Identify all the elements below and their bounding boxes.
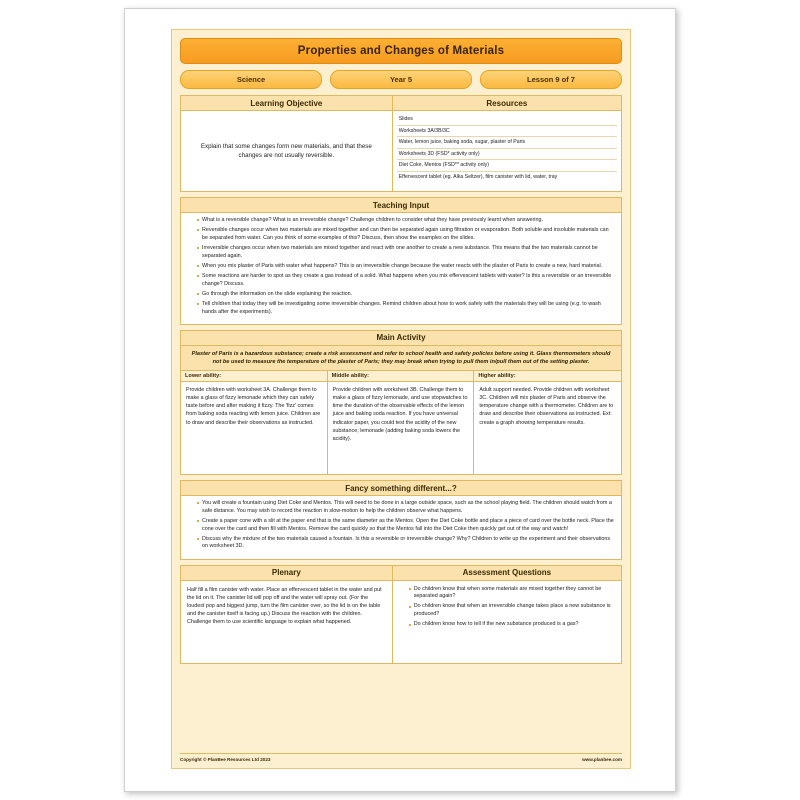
resources-column (393, 96, 621, 191)
teaching-input-item: Irreversible changes occur when two materials are mixed together and react with one another to create a new substance. This means that the two materials cannot be separated again. (197, 245, 615, 260)
plenary-assessment-row (180, 565, 622, 664)
resource-item: Effervescent tablet (eg. Alka Seltzer), film canister with lid, water, tray (398, 173, 558, 180)
document-page (124, 8, 676, 792)
assessment-column (393, 566, 621, 663)
learning-objective-heading: Learning Objective (181, 96, 392, 111)
learning-objective-body (181, 111, 392, 191)
copyright-text: Copyright © PlanBee Resources Ltd 2023 (180, 757, 271, 762)
plenary-column (181, 566, 393, 663)
ability-lower (181, 371, 328, 474)
resource-item: Slides (397, 114, 617, 126)
teaching-input-item: Reversible changes occur when two materials are mixed together and can then be separated again using filtration or evaporation. Both soluble and insoluble materials can be separated from water. Can you think of some examples of this? Discuss, then show the examples on the slides. (197, 227, 615, 242)
meta-pill-row (180, 70, 622, 89)
resource-item: Worksheets 3D (FSD* activity only) (397, 149, 617, 161)
ability-text: Adult support needed. Provide children with worksheet 3C. Children will mix plaster of Paris and observe the temperature change with a thermometer. Children are to draw and describe their observations as instructed. Ext: create a graph showing temperature results. (479, 387, 614, 426)
teaching-input-item: Tell children that today they will be investigating some irreversible changes. Remind children about how to work safely with the materials they will be using (e.g. to wash hands after the experiments). (197, 301, 615, 316)
fancy-something-different-body (180, 496, 622, 560)
assessment-body (393, 581, 621, 663)
teaching-input-item: What is a reversible change? What is an irreversible change? Challenge children to consider what they have previously learnt when answering. (197, 217, 615, 225)
ability-label: Middle ability: (328, 371, 474, 382)
resource-item: Diet Coke, Mentos (FSD** activity only) (397, 160, 617, 172)
teaching-input-body (180, 213, 622, 325)
resource-item: Water, lemon juice, baking soda, sugar, plaster of Paris (397, 137, 617, 149)
ability-higher (474, 371, 621, 474)
resources-body (393, 111, 621, 191)
objective-resources-row (180, 95, 622, 192)
fancy-something-different-heading: Fancy something different...? (180, 480, 622, 496)
main-activity-heading: Main Activity (180, 330, 622, 346)
assessment-item: Do children know how to tell if the new substance produced is a gas? (409, 621, 615, 629)
assessment-heading: Assessment Questions (393, 566, 621, 581)
ability-groups (180, 371, 622, 475)
safety-warning: Plaster of Paris is a hazardous substance; create a risk assessment and refer to school health and safety policies before using it. Glass thermometers should not be used to measure the temperature of the plaster of Paris; they may break when trying to pull them in/pull them out of the setting plaster. (180, 346, 622, 371)
ability-label: Higher ability: (474, 371, 621, 382)
ability-text: Provide children with worksheet 3A. Challenge them to make a glass of fizzy lemonade which they can safely taste before and after making it fizzy. The 'fizz' comes from baking soda reacting with lemon juice. Children are to draw and describe their observations as instructed. (186, 387, 321, 426)
lesson-pill: Lesson 9 of 7 (480, 70, 622, 89)
teaching-input-item: When you mix plaster of Paris with water what happens? This is an irreversible change because the water reacts with the plaster of Paris to create a new, hard material. (197, 263, 615, 271)
resource-item: Worksheets 3A/3B/3C (397, 126, 617, 138)
plenary-text: Half fill a film canister with water. Place an effervescent tablet in the water and put the lid on it. The canister lid will pop off and the water will spray out. (For the loudest pop and biggest jump, turn the film canister over, so the lid is on the table and the canister itself is facing up.) Discuss the reaction with the children. Challenge them to use scientific language to explain what happened. (187, 586, 382, 626)
fancy-item: Discuss why the mixture of the two materials caused a fountain. Is this a reversible or irreversible change? Why? Children to write up the experiment and their observations on worksheet 3D. (197, 536, 615, 551)
plenary-heading: Plenary (181, 566, 392, 581)
subject-pill: Science (180, 70, 322, 89)
assessment-item: Do children know that when some materials are mixed together they cannot be separated again? (409, 586, 615, 601)
website-link[interactable]: www.planbee.com (582, 757, 622, 762)
teaching-input-item: Go through the information on the slide explaining the reaction. (197, 291, 615, 299)
teaching-input-heading: Teaching Input (180, 197, 622, 213)
assessment-item: Do children know that when an irreversible change takes place a new substance is produced? (409, 603, 615, 618)
ability-label: Lower ability: (181, 371, 327, 382)
page-footer (180, 753, 622, 762)
lesson-plan-sheet (171, 29, 631, 769)
year-pill: Year 5 (330, 70, 472, 89)
fancy-item: Create a paper cone with a slit at the paper end that is the same diameter as the Mentos. Open the Diet Coke bottle and place a piece of card over the bottle neck. Place the cone over the card and then fill with Mentos. Remove the card quickly so that the Mentos fall into the Diet Coke then quickly get out of the way and watch! (197, 518, 615, 533)
resources-heading: Resources (393, 96, 621, 111)
learning-objective-column (181, 96, 393, 191)
page-title: Properties and Changes of Materials (180, 38, 622, 64)
ability-text: Provide children with worksheet 3B. Challenge them to make a glass of fizzy lemonade, and use stopwatches to time the duration of the observable effects of the lemon juice and baking soda reaction. If you have universal indicator paper, you could test the acidity of the new substance; lemonade (adding baking soda lowers the acidity). (332, 387, 468, 442)
teaching-input-item: Some reactions are harder to spot as they create a gas instead of a solid. What happens when you mix effervescent tablets with water? Is this a reversible or an irreversible change? Discuss. (197, 273, 615, 288)
fancy-item: You will create a fountain using Diet Coke and Mentos. This will need to be done in a large outside space, such as the school playing field. The children should watch from a safe distance. You may wish to record the reaction in slow-motion to help the children observe what happens. (197, 500, 615, 515)
ability-middle (328, 371, 475, 474)
learning-objective-text: Explain that some changes form new materials, and that these changes are not usually reversible. (200, 142, 372, 159)
